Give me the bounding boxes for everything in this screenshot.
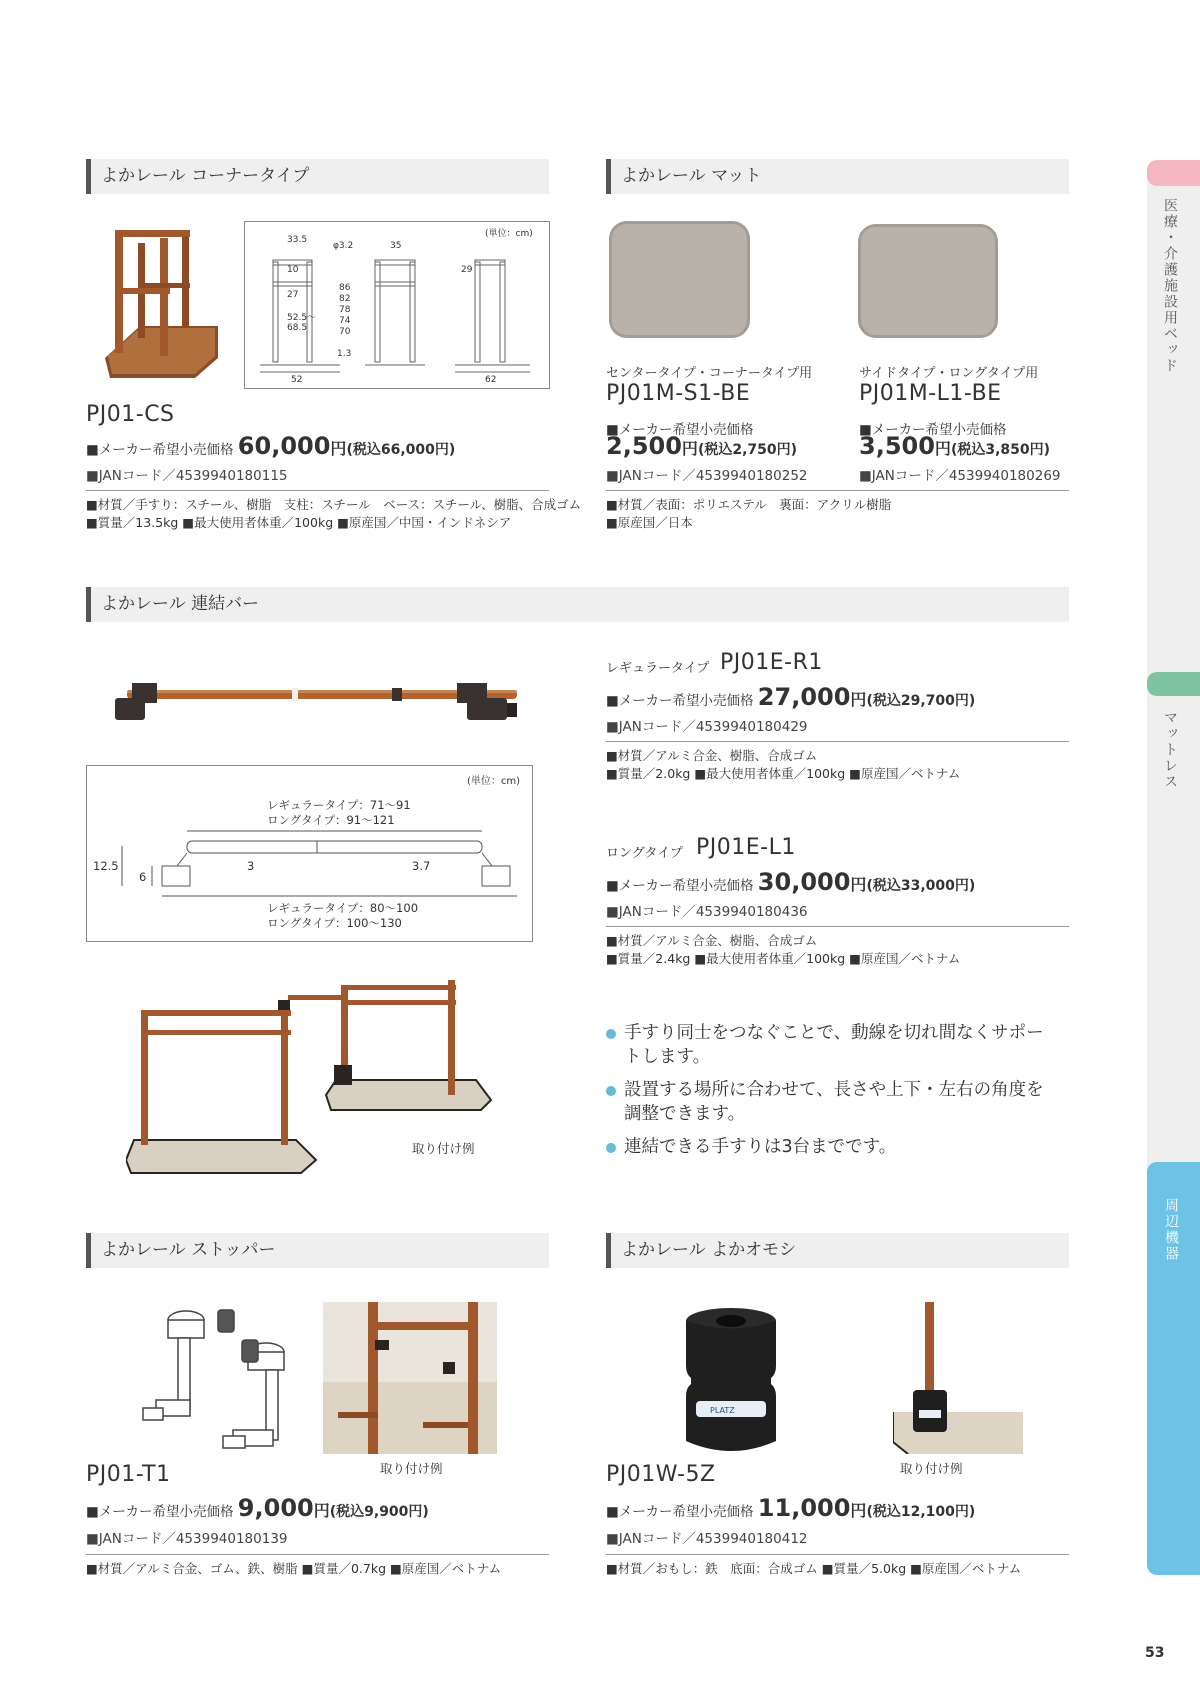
weight-brand-label: PLATZ <box>710 1406 735 1415</box>
svg-text:33.5: 33.5 <box>287 235 308 245</box>
page-number: 53 <box>1145 1645 1165 1661</box>
bar-regular-spec-2: ■質量／2.0kg ■最大使用者体重／100kg ■原産国／ベトナム <box>606 766 961 781</box>
svg-text:29: 29 <box>461 265 473 275</box>
section-heading-bar: よかレール 連結バー <box>86 587 1069 622</box>
svg-text:74: 74 <box>339 316 351 326</box>
weight-product-photo <box>676 1306 786 1456</box>
side-tab-medical-beds[interactable] <box>1147 160 1200 186</box>
mat-price-label-1: ■メーカー希望小売価格 <box>606 422 754 438</box>
svg-text:φ3.2: φ3.2 <box>333 241 354 251</box>
bar-long-spec-1: ■材質／アルミ合金、樹脂、合成ゴム <box>606 933 818 948</box>
bar-long-model: PJ01E-L1 <box>696 835 796 860</box>
mat-divider <box>606 490 1069 491</box>
weight-installed-photo <box>893 1302 1023 1454</box>
weight-divider <box>606 1554 1069 1555</box>
section-heading-corner: よかレール コーナータイプ <box>86 159 549 194</box>
side-tab-mattress[interactable] <box>1147 672 1200 696</box>
corner-model: PJ01-CS <box>86 402 175 427</box>
bar-long-price: ■メーカー希望小売価格 30,000円(税込33,000円) <box>606 868 976 896</box>
corner-dimension-diagram <box>244 221 550 389</box>
svg-text:レギュラータイプ：80～100: レギュラータイプ：80～100 <box>267 901 419 915</box>
svg-text:52.5～: 52.5～ <box>287 313 317 323</box>
svg-text:86: 86 <box>339 283 351 293</box>
corner-spec-2: ■質量／13.5kg ■最大使用者体重／100kg ■原産国／中国・インドネシア <box>86 515 512 530</box>
mat-photo-center <box>609 221 750 338</box>
svg-text:(単位：cm): (単位：cm) <box>467 776 521 787</box>
svg-text:68.5: 68.5 <box>287 323 308 333</box>
weight-price: ■メーカー希望小売価格 11,000円(税込12,100円) <box>606 1494 976 1522</box>
stopper-jan: ■JANコード／4539940180139 <box>86 1531 288 1547</box>
svg-text:70: 70 <box>339 327 351 337</box>
corner-rail-photo <box>100 218 220 378</box>
mat-price-1: 2,500円(税込2,750円) <box>606 432 798 460</box>
weight-caption: 取り付け例 <box>900 1461 963 1476</box>
connecting-bar-photo <box>112 668 532 728</box>
corner-price: ■メーカー希望小売価格 60,000円(税込66,000円) <box>86 432 456 460</box>
svg-text:62: 62 <box>485 375 497 385</box>
bar-regular-spec-1: ■材質／アルミ合金、樹脂、合成ゴム <box>606 748 818 763</box>
svg-text:ロングタイプ：91～121: ロングタイプ：91～121 <box>267 813 395 827</box>
feature-bullet-3: 連結できる手すりは3台までです。 <box>606 1135 1054 1159</box>
stopper-caption: 取り付け例 <box>380 1461 443 1476</box>
svg-text:82: 82 <box>339 294 351 304</box>
svg-text:52: 52 <box>291 375 303 385</box>
corner-jan: ■JANコード／4539940180115 <box>86 468 288 484</box>
bar-long-sub: ロングタイプ <box>606 846 683 861</box>
mat-photo-side <box>858 224 998 338</box>
feature-bullet-2: 設置する場所に合わせて、長さや上下・左右の角度を調整できます。 <box>606 1078 1054 1126</box>
weight-model: PJ01W-5Z <box>606 1462 716 1487</box>
bar-regular-divider <box>606 741 1069 742</box>
unit-label: (単位：cm) <box>485 229 533 239</box>
bar-regular-price: ■メーカー希望小売価格 27,000円(税込29,700円) <box>606 683 976 711</box>
bar-long-jan: ■JANコード／4539940180436 <box>606 904 808 920</box>
svg-text:78: 78 <box>339 305 351 315</box>
corner-divider <box>86 490 549 491</box>
side-tab-label-mattress: マットレス <box>1162 710 1178 790</box>
svg-text:35: 35 <box>390 241 402 251</box>
mat-jan-2: ■JANコード／4539940180269 <box>859 468 1061 484</box>
weight-spec-1: ■材質／おもし：鉄 底面：合成ゴム ■質量／5.0kg ■原産国／ベトナム <box>606 1561 1022 1576</box>
svg-text:12.5: 12.5 <box>93 859 119 873</box>
mat-price-2: 3,500円(税込3,850円) <box>859 432 1051 460</box>
bar-regular-sub: レギュラータイプ <box>606 661 710 676</box>
svg-text:1.3: 1.3 <box>337 349 352 359</box>
svg-text:ロングタイプ：100～130: ロングタイプ：100～130 <box>267 916 402 930</box>
svg-text:3: 3 <box>247 859 255 873</box>
side-tab-label-peripherals: 周辺機器 <box>1163 1198 1179 1262</box>
svg-text:3.7: 3.7 <box>412 859 431 873</box>
stopper-installed-photo <box>323 1302 497 1454</box>
mat-spec-2: ■原産国／日本 <box>606 515 693 530</box>
side-tab-label-medical-beds: 医療・介護施設用ベッド <box>1162 198 1178 374</box>
mat-sub-2: サイドタイプ・ロングタイプ用 <box>859 366 1039 381</box>
stopper-product-drawing <box>138 1300 308 1460</box>
mat-jan-1: ■JANコード／4539940180252 <box>606 468 808 484</box>
bar-installed-caption: 取り付け例 <box>412 1141 475 1156</box>
bar-long-divider <box>606 926 1069 927</box>
bar-regular-jan: ■JANコード／4539940180429 <box>606 719 808 735</box>
section-heading-mat: よかレール マット <box>606 159 1069 194</box>
mat-price-label-2: ■メーカー希望小売価格 <box>859 422 1007 438</box>
side-tab-peripherals[interactable] <box>1147 1162 1200 1575</box>
feature-bullet-1: 手すり同士をつなぐことで、動線を切れ間なくサポートします。 <box>606 1021 1054 1069</box>
bar-long-spec-2: ■質量／2.4kg ■最大使用者体重／100kg ■原産国／ベトナム <box>606 951 961 966</box>
mat-sub-1: センタータイプ・コーナータイプ用 <box>606 366 813 381</box>
section-heading-weight: よかレール よかオモシ <box>606 1233 1069 1268</box>
stopper-spec-1: ■材質／アルミ合金、ゴム、鉄、樹脂 ■質量／0.7kg ■原産国／ベトナム <box>86 1561 502 1576</box>
stopper-divider <box>86 1554 549 1555</box>
stopper-model: PJ01-T1 <box>86 1462 171 1487</box>
svg-text:27: 27 <box>287 290 299 300</box>
svg-text:10: 10 <box>287 265 299 275</box>
mat-model-1: PJ01M-S1-BE <box>606 381 751 406</box>
corner-spec-1: ■材質／手すり：スチール、樹脂 支柱：スチール ベース：スチール、樹脂、合成ゴム <box>86 497 582 512</box>
svg-text:6: 6 <box>139 870 147 884</box>
stopper-price: ■メーカー希望小売価格 9,000円(税込9,900円) <box>86 1494 429 1522</box>
mat-spec-1: ■材質／表面：ポリエステル 裏面：アクリル樹脂 <box>606 497 892 512</box>
bar-regular-model: PJ01E-R1 <box>720 650 823 675</box>
mat-model-2: PJ01M-L1-BE <box>859 381 1002 406</box>
weight-jan: ■JANコード／4539940180412 <box>606 1531 808 1547</box>
bar-dimension-diagram <box>86 765 533 942</box>
svg-text:レギュラータイプ：71～91: レギュラータイプ：71～91 <box>267 798 411 812</box>
section-heading-stopper: よかレール ストッパー <box>86 1233 549 1268</box>
